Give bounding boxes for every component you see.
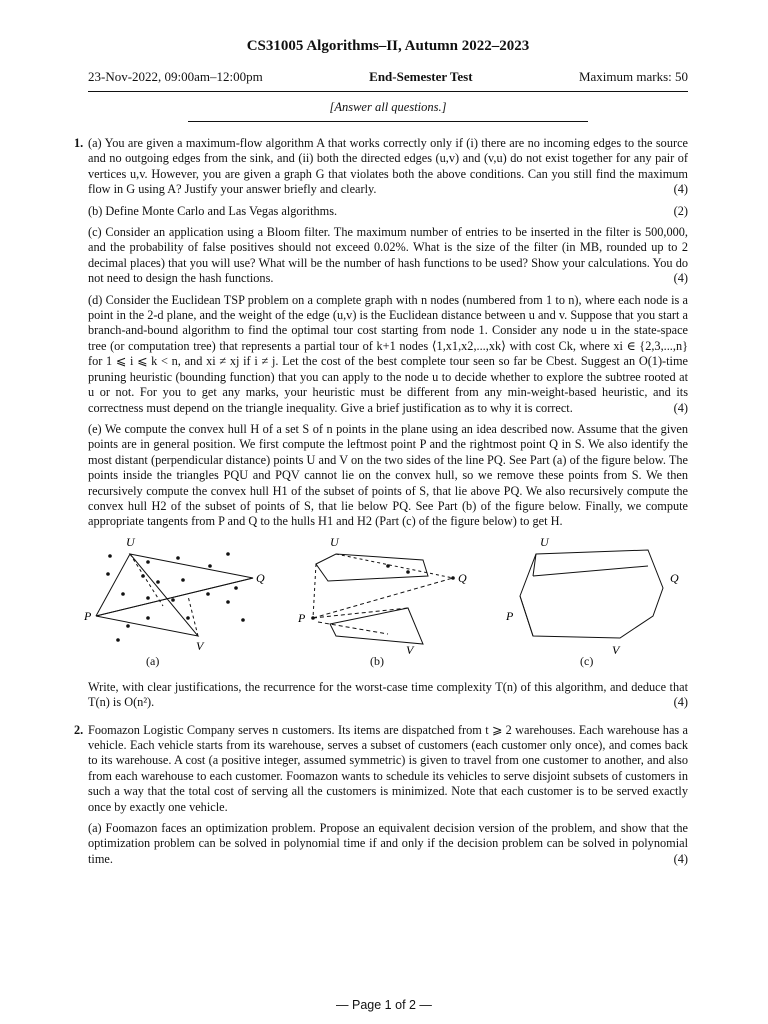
part-marks: (4)	[673, 695, 688, 710]
page-footer: — Page 1 of 2 —	[336, 998, 432, 1012]
question-1a	[88, 136, 688, 198]
label-p: P	[298, 610, 306, 625]
label-q: Q	[458, 570, 467, 585]
part-text: (d) Consider the Euclidean TSP problem on a complete graph with n nodes (numbered from 1 to n), where each node is a point in the 2-d plane, and the weight of the edge (u,v) is the Euclidean distance between u and v. Suppose that you start a branch-and-bound algorithm to find the optimal tour cost starting from node 1. Consider any node u in the state-space tree (or computation tree) that represents a partial tour of k+1 nodes ⟨1,x1,x2,...,xk⟩ with cost Ck, where xi ∈ {2,3,...,n} for 1 ⩽ i ⩽ k < n, and xi ≠ xj if i ≠ j. Let the cost of the best complete tour seen so far be Cbest. Suggest an O(1)-time pruning heuristic (bounding function) that you can apply to the node u to decide whether to explore the subtree rooted at u or not. For you to get any marks, your heuristic must be different from any min-weight-based heuristic, and its correctness must depend on the triangle inequality. Give a brief justification as to why it is correct.	[88, 292, 688, 415]
label-v: V	[612, 642, 620, 657]
figure-part-a	[96, 554, 253, 636]
convex-hull-figure	[84, 534, 688, 674]
part-text: (c) Consider an application using a Bloom filter. The maximum number of entries to be inserted in the filter is 500,000, and the probability of false positives should not exceed 0.02%. What is the size of the filter (in MB, rounded up to 2 decimal places) that you will use? What will be the number of hash functions to be used? Show your calculations. You do not need to design the hash functions.	[88, 225, 688, 286]
part-marks: (4)	[673, 182, 688, 197]
question-2a	[88, 821, 688, 867]
label-u: U	[126, 534, 135, 549]
divider	[88, 91, 688, 92]
label-q: Q	[670, 570, 679, 585]
figure-part-b	[313, 554, 453, 644]
caption-a: (a)	[146, 653, 160, 668]
caption-b: (b)	[370, 653, 384, 668]
exam-header-row	[88, 69, 688, 85]
question-2	[74, 722, 688, 868]
convex-hull-diagram	[84, 534, 688, 674]
label-p: P	[84, 608, 92, 623]
question-1c	[88, 225, 688, 287]
divider	[188, 121, 588, 122]
label-u: U	[540, 534, 549, 549]
question-number: 1.	[74, 136, 84, 150]
exam-date: 23-Nov-2022, 09:00am–12:00pm	[88, 69, 263, 84]
part-text: Write, with clear justifications, the recurrence for the worst-case time complexity T(n) of this algorithm, and deduce that T(n) is O(n²).	[88, 679, 688, 710]
question-2-intro: Foomazon Logistic Company serves n customers. Its items are dispatched from t ⩾ 2 warehouses. Each warehouse has a vehicle. Each vehicle starts from its warehouse, serves a subset of customers (each customer only once), and comes back to its warehouse. A cost (a positive integer, assumed symmetric) is given to travel from one customer to another, and also from each warehouse to each customer. Foomazon wants to schedule its vehicles to serve disjoint subsets of customers in such a way that the total cost of serving all the customers is minimized. Note that each customer is to be served exactly once by exactly one vehicle.	[88, 722, 688, 814]
label-v: V	[406, 642, 414, 657]
exam-page	[74, 38, 688, 867]
part-marks: (4)	[673, 400, 688, 415]
part-text: (a) You are given a maximum-flow algorithm A that works correctly only if (i) there are no incoming edges to the source and no outgoing edges from the sink, and (ii) both the directed edges (u,v) and (v,u) do not exist together for any pair of vertices u,v. However, you are given a graph G that violates both the above conditions. Can you still find the maximum flow in G using A? Justify your answer briefly and clearly.	[88, 136, 688, 197]
question-1e	[88, 422, 688, 530]
part-text: (b) Define Monte Carlo and Las Vegas algorithms.	[88, 203, 338, 218]
figure-part-b-points	[311, 564, 455, 620]
exam-title: CS31005 Algorithms–II, Autumn 2022–2023	[246, 38, 530, 54]
instruction: [Answer all questions.]	[329, 100, 447, 114]
figure-part-c	[520, 550, 663, 638]
label-q: Q	[256, 570, 265, 585]
label-v: V	[196, 638, 204, 653]
part-text: (e) We compute the convex hull H of a set S of n points in the plane using an idea described now. Assume that the given points are in general position. We first compute the leftmost point P and the rightmost point Q in S. We also identify the most distant (perpendicular distance) points U and V on the two sides of the line PQ. See Part (a) of the figure below. The points inside the triangles PQU and PQV cannot lie on the convex hull, so we remove these points from S. We then recursively compute the convex hull H1 of the subset of points of S, that lie above PQ. We also recursively compute the convex hull H2 of the subset of points of S, that lie below PQ. See Part (b) of the figure below. Finally, we compute appropriate tangents from P and Q to the hulls H1 and H2 (Part (c) of the figure below) to get H.	[88, 421, 688, 529]
question-1d	[88, 293, 688, 416]
label-u: U	[330, 534, 339, 549]
part-marks: (4)	[673, 851, 688, 866]
caption-c: (c)	[580, 653, 594, 668]
question-1	[74, 136, 688, 711]
exam-name: End-Semester Test	[369, 69, 473, 84]
exam-marks: Maximum marks: 50	[578, 69, 688, 84]
question-number: 2.	[74, 722, 84, 737]
part-marks: (2)	[673, 203, 688, 218]
part-marks: (4)	[673, 271, 688, 286]
question-1b	[88, 204, 688, 219]
question-1e-task	[88, 680, 688, 711]
part-text: (a) Foomazon faces an optimization problem. Propose an equivalent decision version of the problem, and show that the optimization problem can be solved in polynomial time if and only if the decision problem can be solved in polynomial time.	[88, 821, 688, 866]
label-p: P	[506, 608, 514, 623]
